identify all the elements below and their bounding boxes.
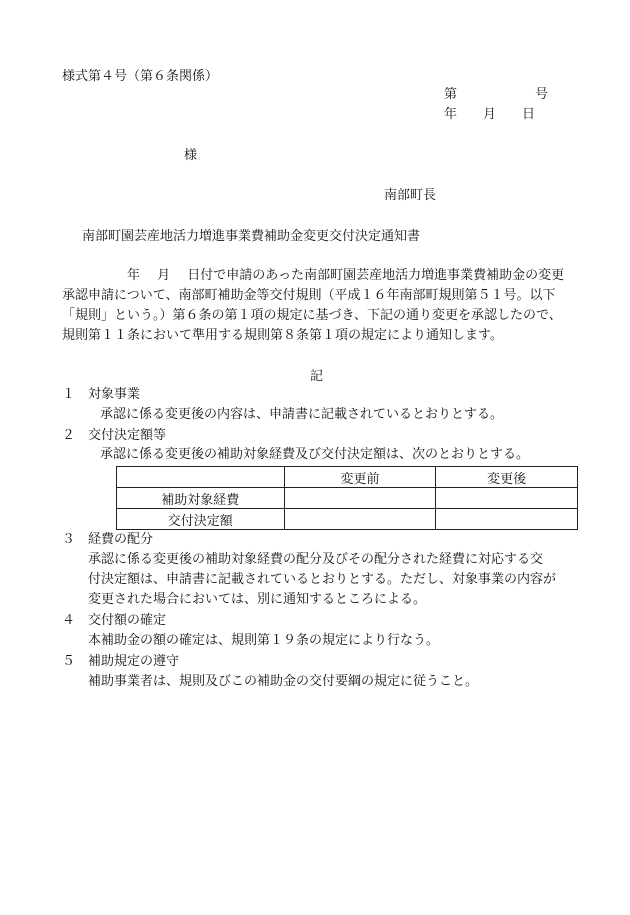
- table-row: [117, 488, 578, 509]
- section-line: 変更された場合においては、別に通知するところによる。: [88, 592, 427, 607]
- section-title: 交付額の確定: [88, 613, 167, 628]
- document-title: 南部町園芸産地活力増進事業費補助金変更交付決定通知書: [82, 229, 421, 244]
- section-number: ４: [62, 613, 76, 628]
- table-cell: [436, 488, 578, 509]
- section-2-body: [100, 445, 529, 465]
- form-label: 様式第４号（第６条関係）: [62, 69, 219, 84]
- section-1-heading: [62, 386, 140, 404]
- document-date: 年 月 日: [444, 107, 536, 122]
- table-row-label: 補助対象経費: [117, 488, 285, 509]
- section-line: 承認に係る変更後の補助対象経費の配分及びその配分された経費に対応する交: [88, 552, 544, 567]
- section-5-body: [88, 672, 478, 692]
- section-title: 補助規定の遵守: [88, 654, 180, 669]
- section-line: 本補助金の額の確定は、規則第１９条の規定により行なう。: [88, 633, 440, 648]
- section-line: 承認に係る変更後の補助対象経費及び交付決定額は、次のとおりとする。: [100, 447, 530, 462]
- section-5-heading: [62, 653, 179, 671]
- intro-paragraph: [62, 266, 582, 346]
- table-header-cell: 変更後: [436, 467, 578, 488]
- document-number: [444, 86, 549, 104]
- section-title: 経費の配分: [88, 532, 154, 547]
- table-header-cell: 変更前: [284, 467, 436, 488]
- intro-line: 「規則」という。）第６条の第１項の規定に基づき、下記の通り変更を承認したので、: [62, 308, 562, 323]
- section-number: ３: [62, 532, 76, 547]
- table-header-cell: [117, 467, 285, 488]
- section-3-body: [88, 550, 556, 610]
- table-cell: [436, 509, 578, 530]
- section-4-heading: [62, 612, 166, 630]
- table-cell: [284, 488, 436, 509]
- addressee-suffix: 様: [184, 148, 198, 163]
- table-row-label: 交付決定額: [117, 509, 285, 530]
- table-row: [117, 509, 578, 530]
- section-number: ２: [62, 428, 76, 443]
- issuer: 南部町長: [384, 188, 437, 203]
- ki-mark: 記: [310, 369, 324, 384]
- section-line: 承認に係る変更後の内容は、申請書に記載されているとおりとする。: [100, 407, 504, 422]
- section-1-body: [100, 405, 503, 425]
- amount-table: [116, 466, 578, 530]
- document-number-text: 第 号: [444, 87, 549, 102]
- section-line: 補助事業者は、規則及びこの補助金の交付要綱の規定に従うこと。: [88, 674, 479, 689]
- intro-line: 年 月 日付で申請のあった南部町園芸産地活力増進事業費補助金の変更: [62, 268, 565, 283]
- table-cell: [284, 509, 436, 530]
- section-title: 対象事業: [88, 387, 141, 402]
- section-4-body: [88, 631, 439, 651]
- section-2-heading: [62, 427, 166, 445]
- intro-line: 規則第１１条において準用する規則第８条第１項の規定により通知します。: [62, 328, 503, 343]
- section-line: 付決定額は、申請書に記載されているとおりとする。ただし、対象事業の内容が: [88, 572, 557, 587]
- intro-line: 承認申請について、南部町補助金等交付規則（平成１６年南部町規則第５１号。以下: [62, 288, 556, 303]
- section-number: １: [62, 387, 76, 402]
- table-header-row: [117, 467, 578, 488]
- section-title: 交付決定額等: [88, 428, 167, 443]
- section-3-heading: [62, 531, 153, 549]
- section-number: ５: [62, 654, 76, 669]
